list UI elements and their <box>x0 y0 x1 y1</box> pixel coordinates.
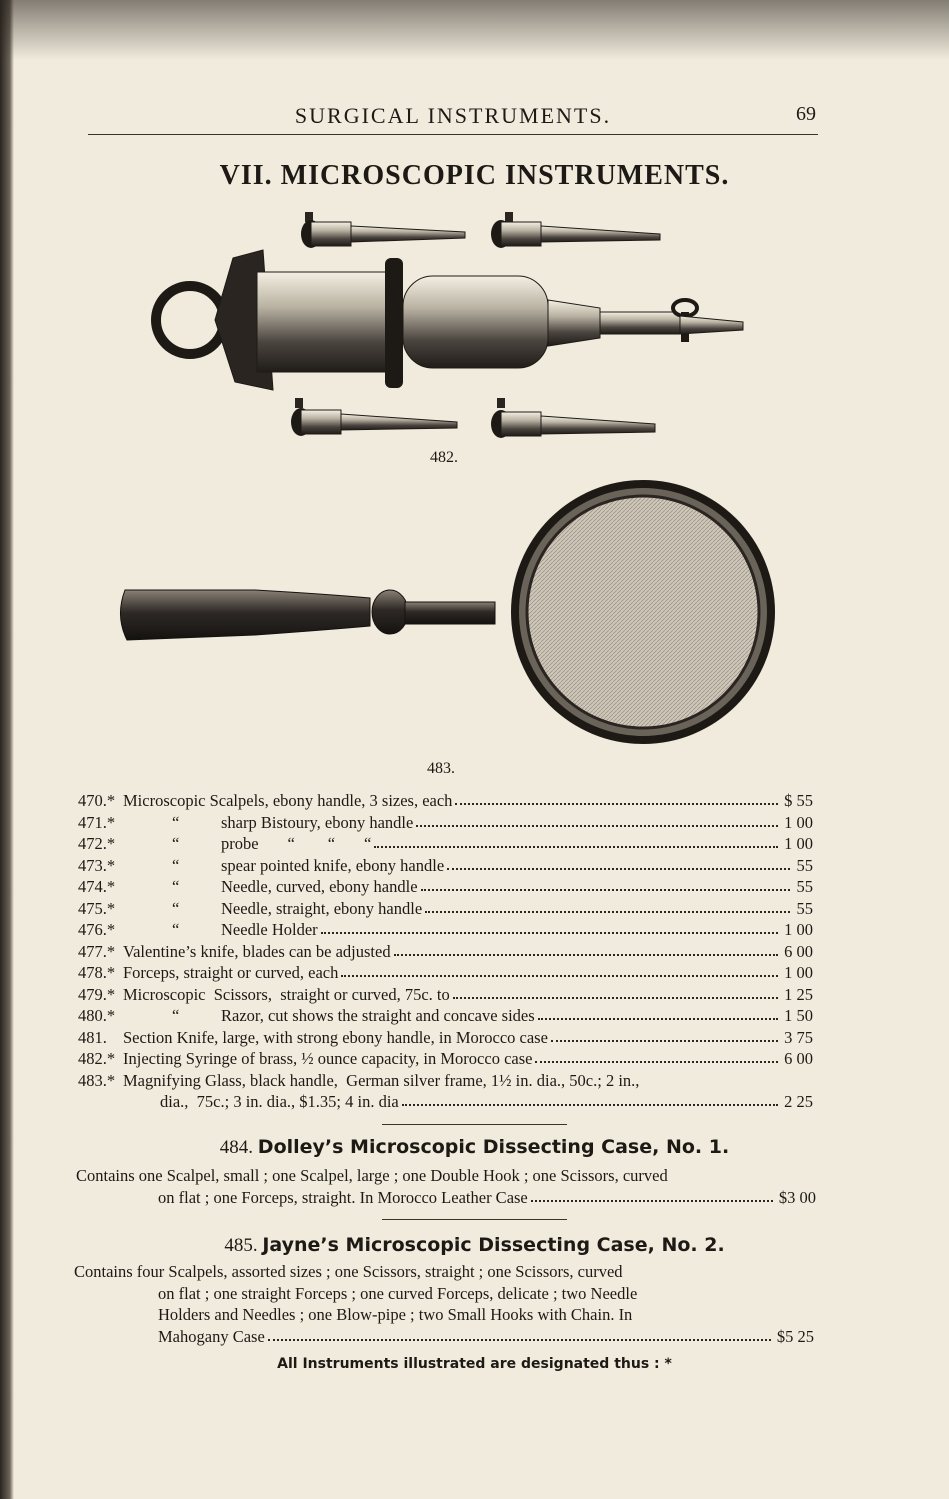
item-price: 6 00 <box>784 1049 813 1068</box>
price-row <box>78 919 813 941</box>
leader-dots <box>538 1018 778 1020</box>
price-row <box>78 1048 813 1070</box>
case-484-line-2-text: on flat ; one Forceps, straight. In Morocco Leather Case <box>158 1187 528 1207</box>
item-number: 471.* <box>78 812 116 832</box>
page-header <box>88 103 818 133</box>
item-price: 1 25 <box>784 984 813 1004</box>
price-row <box>78 833 813 855</box>
ditto-mark: “ <box>172 898 180 918</box>
item-description: Section Knife, large, with strong ebony handle, in Morocco case <box>123 1027 548 1047</box>
divider-484 <box>382 1124 567 1125</box>
case-485-name: Jayne’s Microscopic Dissecting Case, No. 2. <box>262 1234 725 1256</box>
leader-dots <box>321 932 778 934</box>
item-number: 476.* <box>78 920 116 939</box>
leader-dots <box>455 803 778 805</box>
item-description: Valentine’s knife, blades can be adjusted <box>123 941 391 961</box>
syringe-body <box>156 250 743 390</box>
item-description: Injecting Syringe of brass, ½ ounce capacity, in Morocco case <box>123 1049 533 1068</box>
leader-dots <box>374 846 778 848</box>
item-price: 2 25 <box>784 1092 813 1111</box>
ditto-mark: “ <box>172 812 180 832</box>
price-row <box>78 962 813 984</box>
item-description: Magnifying Glass, black handle, German silver frame, 1½ in. dia., 50c.; 2 in., <box>123 1070 640 1090</box>
nozzle-bottom-left <box>291 398 457 436</box>
leader-dots <box>421 889 790 891</box>
case-485-line-1-text: Contains four Scalpels, assorted sizes ; one Scissors, straight ; one Scissors, curved <box>74 1262 623 1281</box>
case-484-line-1 <box>76 1165 816 1187</box>
page-top-shadow <box>0 0 949 60</box>
ditto-mark: “ <box>172 855 180 875</box>
case-484-description <box>76 1165 816 1208</box>
leader-dots <box>531 1200 773 1202</box>
item-number: 473.* <box>78 855 116 875</box>
magnifier-lens <box>511 480 775 744</box>
case-485-line-1 <box>74 1261 814 1283</box>
item-description: sharp Bistoury, ebony handle <box>221 812 414 832</box>
leader-dots <box>402 1104 778 1106</box>
price-row <box>78 790 813 812</box>
page-binding-shadow <box>0 0 14 1499</box>
case-484-title <box>0 1136 949 1159</box>
case-485-price: $5 25 <box>776 1326 814 1346</box>
item-price: 1 00 <box>784 963 813 982</box>
ditto-mark: “ <box>172 834 180 853</box>
leader-dots <box>425 911 790 913</box>
case-485-line-3-text: Holders and Needles ; one Blow-pipe ; two Small Hooks with Chain. In <box>158 1305 633 1324</box>
item-description: Needle, straight, ebony handle <box>221 898 423 918</box>
item-number: 472.* <box>78 834 116 853</box>
running-head: SURGICAL INSTRUMENTS. <box>294 103 612 128</box>
item-number: 475.* <box>78 898 116 918</box>
nozzle-top-left <box>301 212 465 248</box>
item-number: 477.* <box>78 941 116 961</box>
case-485-line-2 <box>74 1283 814 1305</box>
case-485-description <box>74 1261 814 1347</box>
price-row <box>78 898 813 920</box>
price-row <box>78 1027 813 1049</box>
case-484-line-2 <box>76 1187 816 1209</box>
ditto-mark: “ <box>172 1006 180 1025</box>
ditto-mark: “ <box>172 877 180 896</box>
ditto-mark: “ <box>172 920 180 939</box>
item-number: 481. <box>78 1027 107 1047</box>
item-price: 1 00 <box>784 920 813 939</box>
item-number: 482.* <box>78 1049 116 1068</box>
item-price: 3 75 <box>784 1027 813 1047</box>
header-rule <box>88 134 818 135</box>
leader-dots <box>453 997 778 999</box>
price-row <box>78 1005 813 1027</box>
case-484-price: $3 00 <box>778 1187 816 1207</box>
leader-dots <box>268 1339 771 1341</box>
case-485-line-4-text: Mahogany Case <box>158 1326 265 1346</box>
item-description: Needle, curved, ebony handle <box>221 877 418 896</box>
leader-dots <box>535 1061 778 1063</box>
case-485-line-4 <box>74 1326 814 1348</box>
divider-485 <box>382 1219 567 1220</box>
item-price: 55 <box>796 898 813 918</box>
case-484-line-1-text: Contains one Scalpel, small ; one Scalpel, large ; one Double Hook ; one Scissors, curved <box>76 1166 668 1185</box>
item-number: 483.* <box>78 1070 116 1090</box>
case-485-line-3 <box>74 1304 814 1326</box>
leader-dots <box>447 868 790 870</box>
price-row-483-cont <box>78 1091 813 1113</box>
item-description: probe “ “ “ <box>221 834 372 853</box>
price-row <box>78 876 813 898</box>
item-price: 55 <box>796 855 813 875</box>
item-description: Microscopic Scissors, straight or curved, 75c. to <box>123 984 450 1004</box>
case-484-name: Dolley’s Microscopic Dissecting Case, No. 1. <box>257 1136 730 1158</box>
item-price: $ 55 <box>784 791 813 810</box>
figure-label-482: 482. <box>430 449 458 466</box>
case-485-number: 485. <box>224 1235 258 1256</box>
item-description: spear pointed knife, ebony handle <box>221 855 445 875</box>
case-484-number: 484. <box>219 1137 254 1158</box>
item-price: 1 50 <box>784 1006 813 1025</box>
leader-dots <box>551 1040 778 1042</box>
footnote: All Instruments illustrated are designated thus : * <box>277 1356 672 1372</box>
syringe-illustration <box>145 200 755 450</box>
leader-dots <box>416 825 778 827</box>
case-485-title <box>0 1234 949 1257</box>
item-description: Razor, cut shows the straight and concave sides <box>221 1006 535 1025</box>
item-number: 470.* <box>78 791 116 810</box>
figure-label-483: 483. <box>427 760 455 777</box>
item-description: Needle Holder <box>221 920 318 939</box>
price-row-483 <box>78 1070 813 1092</box>
item-description: Microscopic Scalpels, ebony handle, 3 sizes, each <box>123 791 453 810</box>
item-price: 1 00 <box>784 834 813 853</box>
price-list <box>78 790 813 1113</box>
nozzle-top-right <box>491 212 660 248</box>
magnifier-handle <box>120 590 495 640</box>
magnifying-glass-illustration <box>105 470 785 760</box>
item-description: Forceps, straight or curved, each <box>123 963 339 982</box>
page-number: 69 <box>796 103 816 125</box>
item-number: 479.* <box>78 984 116 1004</box>
item-description-cont: dia., 75c.; 3 in. dia., $1.35; 4 in. dia <box>160 1092 399 1111</box>
price-row <box>78 855 813 877</box>
item-price: 6 00 <box>784 941 813 961</box>
leader-dots <box>341 975 778 977</box>
price-row <box>78 984 813 1006</box>
item-price: 1 00 <box>784 812 813 832</box>
item-price: 55 <box>796 877 813 896</box>
case-485-line-2-text: on flat ; one straight Forceps ; one curved Forceps, delicate ; two Needle <box>158 1283 638 1303</box>
item-number: 474.* <box>78 877 116 896</box>
leader-dots <box>394 954 778 956</box>
item-number: 480.* <box>78 1006 116 1025</box>
item-number: 478.* <box>78 963 116 982</box>
section-title: VII. MICROSCOPIC INSTRUMENTS. <box>219 160 730 191</box>
price-row <box>78 941 813 963</box>
nozzle-bottom-right <box>491 398 655 438</box>
price-row <box>78 812 813 834</box>
